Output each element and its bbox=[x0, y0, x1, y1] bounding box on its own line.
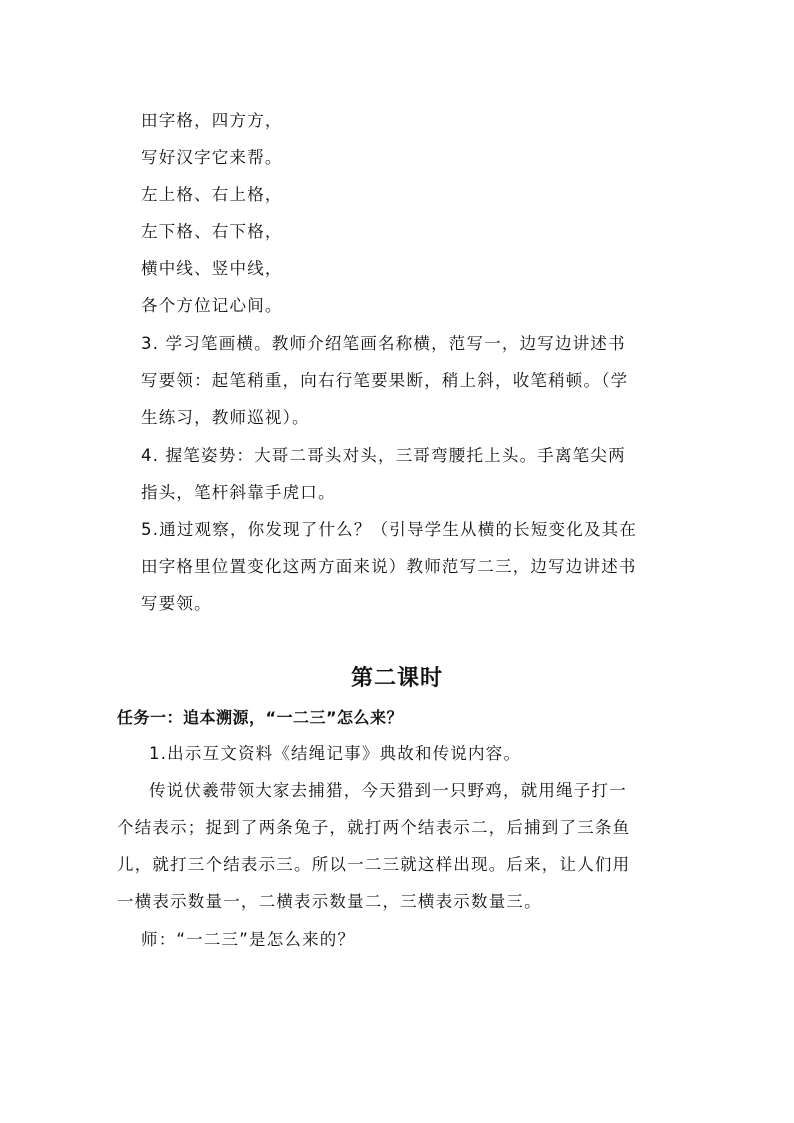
poem-line-1: 田字格，四方方， bbox=[141, 111, 283, 130]
step1-line: 1.出示互文资料《结绳记事》典故和传说内容。 bbox=[149, 744, 522, 763]
item5-line-1: 5.通过观察，你发现了什么？（引导学生从横的长短变化及其在 bbox=[141, 520, 638, 539]
task-heading: 任务一：追本溯源，“一二三”怎么来？ bbox=[117, 708, 404, 727]
poem-line-5: 横中线、竖中线， bbox=[141, 259, 283, 278]
poem-line-2: 写好汉字它来帮。 bbox=[141, 148, 283, 167]
item3-line-2: 写要领：起笔稍重，向右行笔要果断，稍上斜，收笔稍顿。（学 bbox=[141, 371, 629, 390]
item3-line-3: 生练习，教师巡视）。 bbox=[141, 408, 310, 427]
item5-line-3: 写要领。 bbox=[141, 594, 212, 613]
legend-line-3: 儿，就打三个结表示三。所以一二三就这样出现。后来，让人们用 bbox=[117, 855, 631, 874]
item5-line-2: 田字格里位置变化这两方面来说）教师范写二三，边写边讲述书 bbox=[141, 557, 637, 576]
legend-line-1: 传说伏羲带领大家去捕猎，今天猎到一只野鸡，就用绳子打一 bbox=[149, 781, 627, 800]
legend-line-4: 一横表示数量一，二横表示数量二，三横表示数量三。 bbox=[117, 892, 542, 911]
lesson-title: 第二课时 bbox=[350, 666, 443, 691]
poem-line-6: 各个方位记心间。 bbox=[141, 296, 283, 315]
item4-line-2: 指头，笔杆斜靠手虎口。 bbox=[141, 483, 336, 502]
item3-line-1: 3. 学习笔画横。教师介绍笔画名称横，范写一，边写边讲述书 bbox=[141, 334, 626, 353]
item4-line-1: 4. 握笔姿势：大哥二哥头对头，三哥弯腰托上头。手离笔尖两 bbox=[141, 446, 626, 465]
teacher-question: 师：“一二三”是怎么来的？ bbox=[141, 930, 356, 949]
poem-line-3: 左上格、右上格， bbox=[141, 185, 283, 204]
legend-line-2: 个结表示；捉到了两条兔子，就打两个结表示二，后捕到了三条鱼 bbox=[117, 818, 631, 837]
poem-line-4: 左下格、右下格， bbox=[141, 222, 283, 241]
